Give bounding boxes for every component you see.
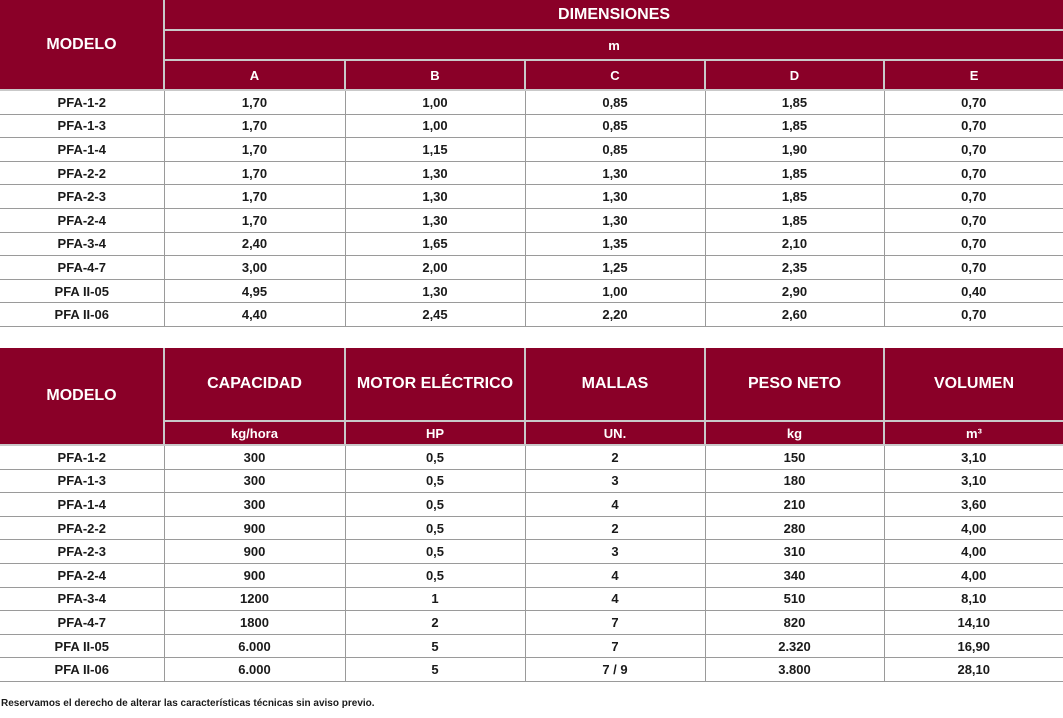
value-cell: 510 (705, 587, 884, 611)
value-cell: 1,70 (164, 90, 345, 114)
value-cell: 150 (705, 445, 884, 469)
model-cell: PFA-4-7 (0, 611, 164, 635)
model-cell: PFA-2-3 (0, 540, 164, 564)
header-motor-el-ctrico: MOTOR ELÉCTRICO (345, 348, 525, 421)
model-cell: PFA-4-7 (0, 256, 164, 280)
value-cell: 0,70 (884, 138, 1063, 162)
value-cell: 0,70 (884, 303, 1063, 327)
value-cell: 300 (164, 445, 345, 469)
value-cell: 6.000 (164, 634, 345, 658)
value-cell: 4,00 (884, 563, 1063, 587)
value-cell: 1,30 (345, 279, 525, 303)
value-cell: 1,70 (164, 138, 345, 162)
value-cell: 2 (525, 516, 705, 540)
header-modelo-2: MODELO (0, 348, 164, 445)
value-cell: 3,00 (164, 256, 345, 280)
header-col-e: E (884, 60, 1063, 90)
header-unit-m: m (164, 30, 1063, 60)
header-mallas: MALLAS (525, 348, 705, 421)
value-cell: 3 (525, 469, 705, 493)
value-cell: 3,10 (884, 469, 1063, 493)
value-cell: 1,30 (525, 208, 705, 232)
value-cell: 1,65 (345, 232, 525, 256)
value-cell: 0,5 (345, 516, 525, 540)
value-cell: 4,00 (884, 516, 1063, 540)
table-row (0, 232, 1063, 256)
table-row (0, 161, 1063, 185)
value-cell: 1 (345, 587, 525, 611)
value-cell: 210 (705, 493, 884, 517)
value-cell: 2.320 (705, 634, 884, 658)
value-cell: 1,35 (525, 232, 705, 256)
value-cell: 1800 (164, 611, 345, 635)
value-cell: 2,40 (164, 232, 345, 256)
value-cell: 1,85 (705, 90, 884, 114)
model-cell: PFA-3-4 (0, 232, 164, 256)
value-cell: 900 (164, 540, 345, 564)
header-modelo: MODELO (0, 0, 164, 90)
value-cell: 4 (525, 587, 705, 611)
value-cell: 0,85 (525, 114, 705, 138)
header-unit: HP (345, 421, 525, 445)
value-cell: 8,10 (884, 587, 1063, 611)
value-cell: 1,90 (705, 138, 884, 162)
table-row (0, 658, 1063, 682)
value-cell: 0,5 (345, 445, 525, 469)
table-row (0, 185, 1063, 209)
table-row (0, 279, 1063, 303)
footnote: Reservamos el derecho de alterar las características técnicas sin aviso previo. (1, 698, 375, 709)
value-cell: 16,90 (884, 634, 1063, 658)
value-cell: 340 (705, 563, 884, 587)
value-cell: 2,20 (525, 303, 705, 327)
model-cell: PFA-2-2 (0, 161, 164, 185)
table-row (0, 493, 1063, 517)
value-cell: 14,10 (884, 611, 1063, 635)
value-cell: 1,70 (164, 208, 345, 232)
value-cell: 0,70 (884, 114, 1063, 138)
model-cell: PFA-1-2 (0, 445, 164, 469)
value-cell: 6.000 (164, 658, 345, 682)
header-unit: kg (705, 421, 884, 445)
value-cell: 0,70 (884, 232, 1063, 256)
value-cell: 7 / 9 (525, 658, 705, 682)
header-unit: UN. (525, 421, 705, 445)
value-cell: 3,10 (884, 445, 1063, 469)
value-cell: 4,40 (164, 303, 345, 327)
value-cell: 820 (705, 611, 884, 635)
value-cell: 2,60 (705, 303, 884, 327)
table-row (0, 208, 1063, 232)
value-cell: 1,30 (525, 185, 705, 209)
value-cell: 1,85 (705, 161, 884, 185)
value-cell: 900 (164, 516, 345, 540)
model-cell: PFA-1-4 (0, 138, 164, 162)
value-cell: 1200 (164, 587, 345, 611)
value-cell: 310 (705, 540, 884, 564)
value-cell: 0,5 (345, 540, 525, 564)
value-cell: 1,30 (345, 185, 525, 209)
value-cell: 0,5 (345, 469, 525, 493)
table-row (0, 90, 1063, 114)
model-cell: PFA II-06 (0, 303, 164, 327)
value-cell: 1,30 (525, 161, 705, 185)
value-cell: 4 (525, 563, 705, 587)
value-cell: 2 (345, 611, 525, 635)
value-cell: 3,60 (884, 493, 1063, 517)
value-cell: 300 (164, 493, 345, 517)
header-col-b: B (345, 60, 525, 90)
value-cell: 2,45 (345, 303, 525, 327)
value-cell: 0,70 (884, 161, 1063, 185)
model-cell: PFA II-06 (0, 658, 164, 682)
value-cell: 0,70 (884, 185, 1063, 209)
value-cell: 7 (525, 634, 705, 658)
value-cell: 28,10 (884, 658, 1063, 682)
table-row (0, 611, 1063, 635)
value-cell: 1,15 (345, 138, 525, 162)
value-cell: 0,85 (525, 90, 705, 114)
value-cell: 5 (345, 634, 525, 658)
model-cell: PFA-3-4 (0, 587, 164, 611)
value-cell: 1,00 (345, 90, 525, 114)
value-cell: 1,30 (345, 161, 525, 185)
header-peso-neto: PESO NETO (705, 348, 884, 421)
value-cell: 0,40 (884, 279, 1063, 303)
header-unit: m³ (884, 421, 1063, 445)
value-cell: 5 (345, 658, 525, 682)
table-row (0, 303, 1063, 327)
value-cell: 180 (705, 469, 884, 493)
value-cell: 1,70 (164, 185, 345, 209)
value-cell: 280 (705, 516, 884, 540)
header-col-c: C (525, 60, 705, 90)
value-cell: 1,85 (705, 114, 884, 138)
value-cell: 1,85 (705, 208, 884, 232)
header-capacidad: CAPACIDAD (164, 348, 345, 421)
header-col-d: D (705, 60, 884, 90)
value-cell: 4 (525, 493, 705, 517)
value-cell: 0,70 (884, 208, 1063, 232)
value-cell: 2,00 (345, 256, 525, 280)
model-cell: PFA II-05 (0, 279, 164, 303)
model-cell: PFA-1-3 (0, 469, 164, 493)
model-cell: PFA II-05 (0, 634, 164, 658)
value-cell: 1,85 (705, 185, 884, 209)
value-cell: 4,95 (164, 279, 345, 303)
value-cell: 4,00 (884, 540, 1063, 564)
value-cell: 7 (525, 611, 705, 635)
header-col-a: A (164, 60, 345, 90)
value-cell: 2,10 (705, 232, 884, 256)
table-row (0, 114, 1063, 138)
model-cell: PFA-2-4 (0, 208, 164, 232)
header-volumen: VOLUMEN (884, 348, 1063, 421)
value-cell: 1,30 (345, 208, 525, 232)
specs-table (0, 348, 1063, 682)
dimensions-table (0, 0, 1063, 327)
value-cell: 0,70 (884, 256, 1063, 280)
value-cell: 1,70 (164, 114, 345, 138)
table-row (0, 540, 1063, 564)
value-cell: 1,70 (164, 161, 345, 185)
value-cell: 0,5 (345, 493, 525, 517)
model-cell: PFA-1-2 (0, 90, 164, 114)
table-row (0, 563, 1063, 587)
value-cell: 2,35 (705, 256, 884, 280)
value-cell: 1,00 (345, 114, 525, 138)
model-cell: PFA-1-4 (0, 493, 164, 517)
table-row (0, 256, 1063, 280)
value-cell: 3 (525, 540, 705, 564)
table-row (0, 445, 1063, 469)
value-cell: 0,5 (345, 563, 525, 587)
value-cell: 1,25 (525, 256, 705, 280)
value-cell: 3.800 (705, 658, 884, 682)
table-row (0, 138, 1063, 162)
value-cell: 0,70 (884, 90, 1063, 114)
model-cell: PFA-1-3 (0, 114, 164, 138)
model-cell: PFA-2-3 (0, 185, 164, 209)
model-cell: PFA-2-2 (0, 516, 164, 540)
table-row (0, 634, 1063, 658)
header-dimensiones: DIMENSIONES (164, 0, 1063, 30)
value-cell: 0,85 (525, 138, 705, 162)
table-row (0, 516, 1063, 540)
value-cell: 2 (525, 445, 705, 469)
value-cell: 1,00 (525, 279, 705, 303)
value-cell: 2,90 (705, 279, 884, 303)
table-row (0, 469, 1063, 493)
model-cell: PFA-2-4 (0, 563, 164, 587)
table-row (0, 587, 1063, 611)
value-cell: 300 (164, 469, 345, 493)
header-unit: kg/hora (164, 421, 345, 445)
value-cell: 900 (164, 563, 345, 587)
